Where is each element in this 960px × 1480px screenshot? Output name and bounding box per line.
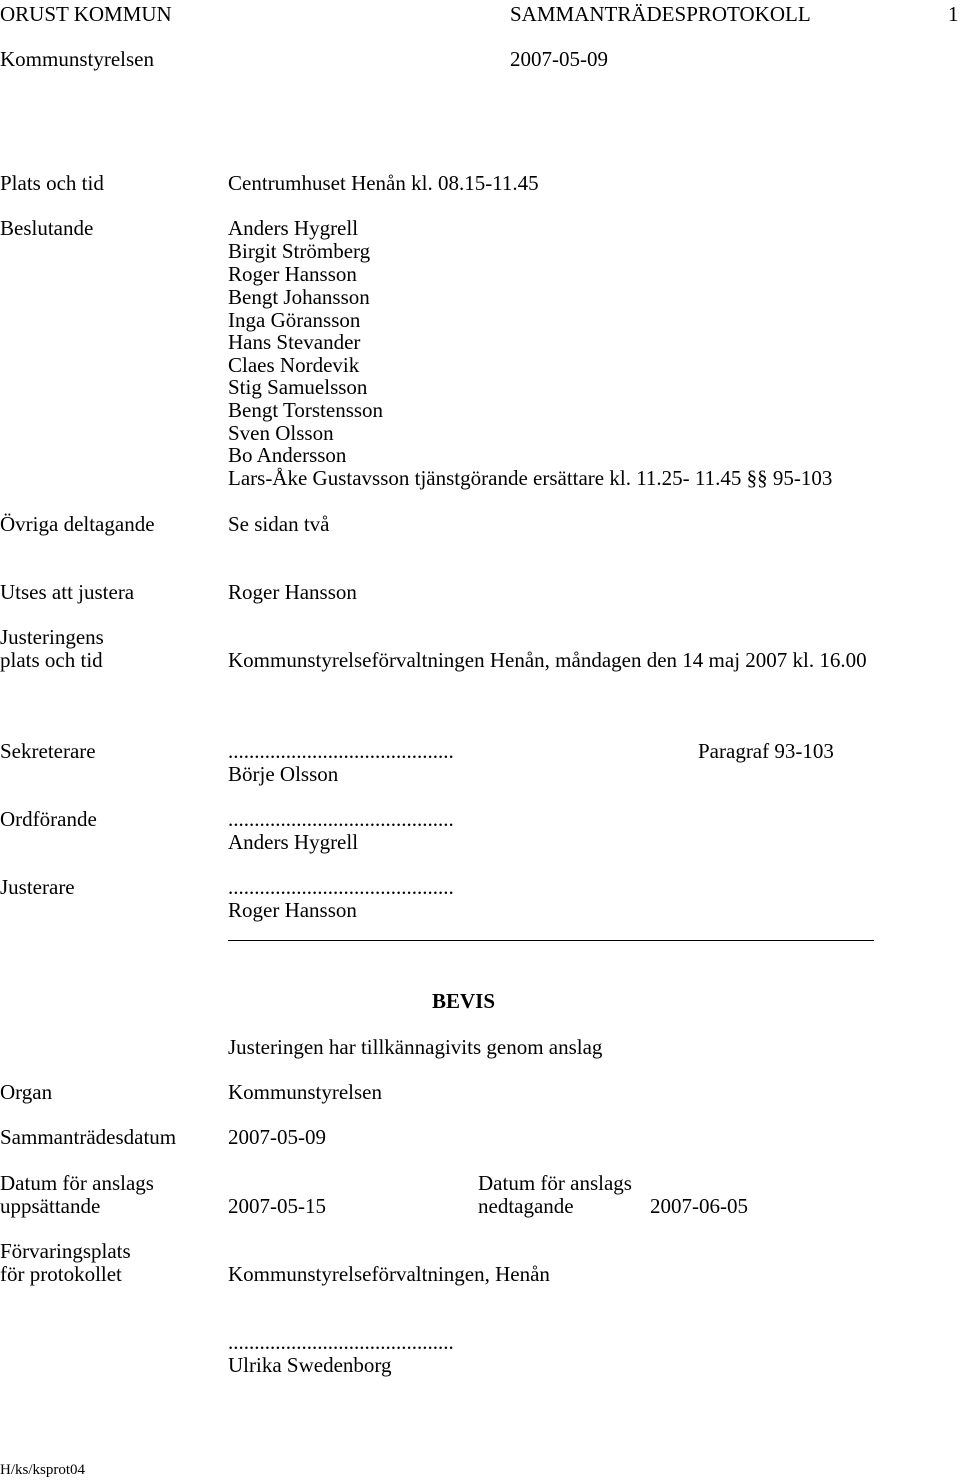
list-item: Hans Stevander <box>228 330 361 354</box>
adjust-place-value: Kommunstyrelseförvaltningen Henån, måndagen den 14 maj 2007 kl. 16.00 <box>228 648 867 672</box>
adjust-place-label-line1: Justeringens <box>0 625 104 649</box>
secretary-name: Börje Olsson <box>228 762 339 786</box>
list-item: Bengt Torstensson <box>228 398 384 422</box>
bevis-title: BEVIS <box>432 989 496 1013</box>
storage-label-line1: Förvaringsplats <box>0 1239 131 1263</box>
list-item: Roger Hansson <box>228 262 357 286</box>
adjust-label: Utses att justera <box>0 580 135 604</box>
others-label: Övriga deltagande <box>0 512 155 536</box>
adjuster-name: Roger Hansson <box>228 898 357 922</box>
organ-value: Kommunstyrelsen <box>228 1080 382 1104</box>
chair-signature-line: ........................................... <box>228 807 454 831</box>
list-item: Sven Olsson <box>228 421 334 445</box>
chair-label: Ordförande <box>0 807 97 831</box>
committee-name: Kommunstyrelsen <box>0 47 154 71</box>
adjust-place-label-line2: plats och tid <box>0 648 103 672</box>
posting-date-value: 2007-05-15 <box>228 1194 326 1218</box>
secretary-label: Sekreterare <box>0 739 96 763</box>
municipality-name: ORUST KOMMUN <box>0 2 172 26</box>
bevis-subtitle: Justeringen har tillkännagivits genom anslag <box>228 1035 603 1059</box>
secretary-signature-line: ........................................... <box>228 739 454 763</box>
list-item: Claes Nordevik <box>228 353 360 377</box>
list-item: Lars-Åke Gustavsson tjänstgörande ersättare kl. 11.25- 11.45 §§ 95-103 <box>228 466 833 490</box>
posting-label-line2: uppsättande <box>0 1194 101 1218</box>
meeting-date: 2007-05-09 <box>510 47 608 71</box>
signer-signature-line: ........................................... <box>228 1330 454 1354</box>
chair-name: Anders Hygrell <box>228 830 359 854</box>
removal-label-line1: Datum för anslags <box>478 1171 632 1195</box>
adjust-value: Roger Hansson <box>228 580 357 604</box>
meeting-date-label: Sammanträdesdatum <box>0 1125 177 1149</box>
adjuster-signature-line: ........................................... <box>228 875 454 899</box>
section-divider <box>228 940 874 941</box>
storage-value: Kommunstyrelseförvaltningen, Henån <box>228 1262 550 1286</box>
list-item: Stig Samuelsson <box>228 375 368 399</box>
removal-date-value: 2007-06-05 <box>650 1194 748 1218</box>
page-number: 1 <box>948 2 959 26</box>
removal-label-line2: nedtagande <box>478 1194 574 1218</box>
document-type: SAMMANTRÄDESPROTOKOLL <box>510 2 811 26</box>
storage-label-line2: för protokollet <box>0 1262 122 1286</box>
document-code: H/ks/ksprot04 <box>0 1462 86 1478</box>
place-label: Plats och tid <box>0 171 104 195</box>
list-item: Bengt Johansson <box>228 285 370 309</box>
organ-label: Organ <box>0 1080 53 1104</box>
list-item: Inga Göransson <box>228 308 361 332</box>
list-item: Anders Hygrell <box>228 216 359 240</box>
signer-name: Ulrika Swedenborg <box>228 1353 392 1377</box>
paragraph-range: Paragraf 93-103 <box>698 739 834 763</box>
adjuster-label: Justerare <box>0 875 75 899</box>
deciding-label: Beslutande <box>0 216 94 240</box>
list-item: Bo Andersson <box>228 443 347 467</box>
posting-label-line1: Datum för anslags <box>0 1171 154 1195</box>
others-value: Se sidan två <box>228 512 330 536</box>
list-item: Birgit Strömberg <box>228 239 371 263</box>
place-value: Centrumhuset Henån kl. 08.15-11.45 <box>228 171 539 195</box>
meeting-date-value: 2007-05-09 <box>228 1125 326 1149</box>
